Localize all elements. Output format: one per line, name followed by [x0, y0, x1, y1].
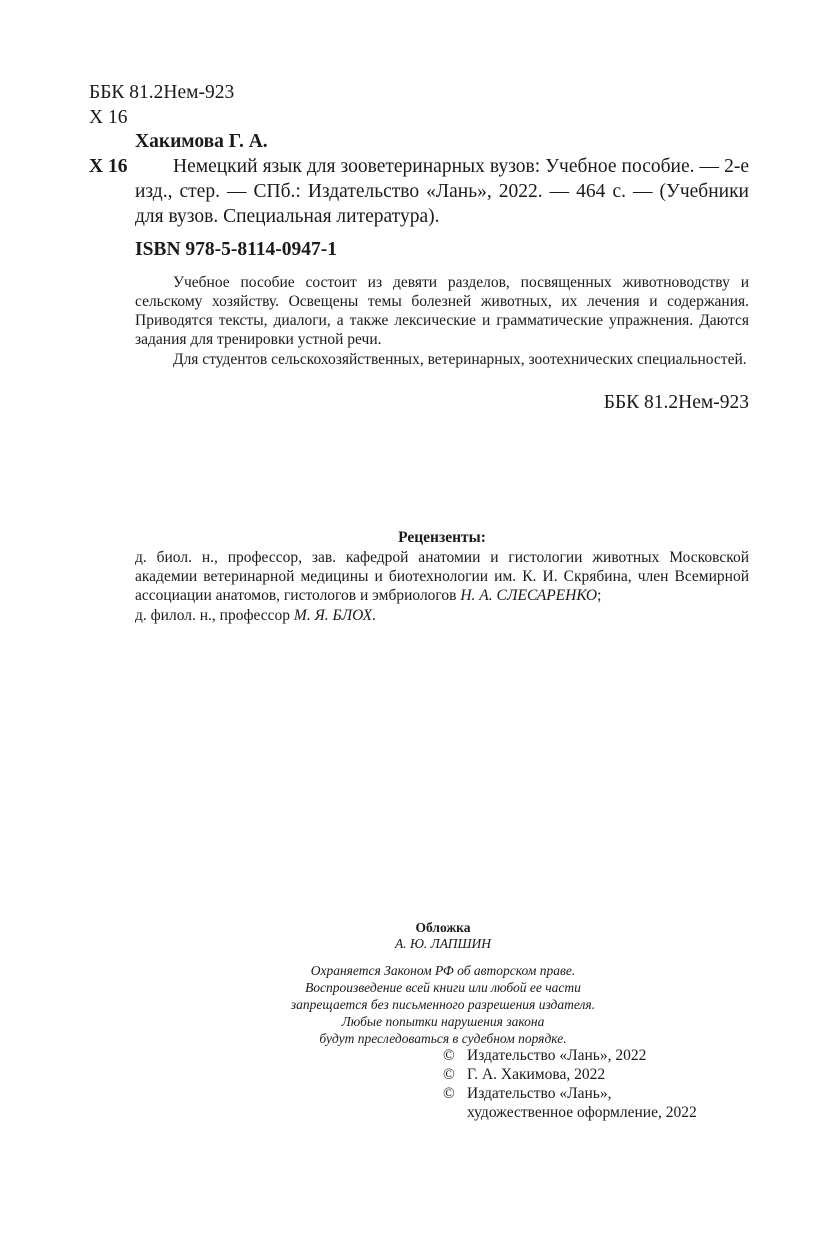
- copyright-symbol: ©: [443, 1066, 455, 1083]
- bbk-code-header: ББК 81.2Нем-923: [89, 82, 235, 103]
- reviewer-2: д. филол. н., профессор М. Я. БЛОХ.: [135, 607, 376, 624]
- copyright-notice-line-4: Любые попытки нарушения закона: [341, 1014, 545, 1029]
- cover-designer: А. Ю. ЛАПШИН: [394, 936, 492, 951]
- abstract-paragraph-1: Учебное пособие состоит из девяти разделов, посвященных животноводству и сельскому хозяйству. Освещены темы болезней животных, их лечения и содержания. Приводятся тексты, диалоги, а также лексические и грамматические упражнения. Даются задания для тренировки устной речи.: [135, 274, 749, 348]
- copyright-item: [443, 1046, 763, 1065]
- reviewer-1-description: д. биол. н., профессор, зав. кафедрой анатомии и гистологии животных Московской академии ветеринарной медицины и биотехнологии им. К. И. Скрябина, член Всемирной ассоциации анатомов, гистологов и эмбриологов: [135, 549, 749, 604]
- bibliographic-description: Немецкий язык для зооветеринарных вузов: Учебное пособие. — 2-е изд., стер. — СПб.: Издательство «Лань», 2022. — 464 с. — (Учебники для вузов. Специальная литература).: [135, 156, 749, 227]
- bbk-code-abstract: ББК 81.2Нем-923: [603, 392, 749, 413]
- copyright-notice-line-2: Воспроизведение всей книги или любой ее части: [305, 980, 581, 995]
- copyright-symbol: ©: [443, 1047, 455, 1064]
- copyright-item-text: Издательство «Лань», 2022: [467, 1047, 647, 1064]
- author-name: Хакимова Г. А.: [135, 131, 268, 152]
- copyright-item: [443, 1084, 763, 1103]
- copyright-item-continuation: художественное оформление, 2022: [467, 1104, 697, 1121]
- copyright-item: [443, 1065, 763, 1084]
- copyright-notice: [243, 962, 643, 1047]
- reviewer-2-name: М. Я. БЛОХ: [293, 607, 373, 624]
- isbn: ISBN 978-5-8114-0947-1: [135, 239, 338, 260]
- copyright-item-text: Издательство «Лань»,: [467, 1085, 612, 1102]
- cover-heading: Обложка: [415, 920, 471, 935]
- reviewer-1-name: Н. А. СЛЕСАРЕНКО: [460, 587, 598, 604]
- copyright-indent: [443, 1103, 467, 1122]
- abstract-paragraph-2: Для студентов сельскохозяйственных, ветеринарных, зоотехнических специальностей.: [173, 351, 747, 368]
- reviewer-1: д. биол. н., профессор, зав. кафедрой анатомии и гистологии животных Московской академии ветеринарной медицины и биотехнологии им. К. И. Скрябина, член Всемирной ассоциации анатомов, гистологов и эмбриологов Н. А. СЛЕСАРЕНКО;: [135, 549, 749, 604]
- copyright-notice-line-3: запрещается без письменного разрешения издателя.: [290, 997, 596, 1012]
- copyright-list: [443, 1046, 763, 1122]
- copyright-item-continuation-row: [443, 1103, 763, 1122]
- copyright-notice-line-5: будут преследоваться в судебном порядке.: [319, 1031, 567, 1046]
- copyright-item-text: Г. А. Хакимова, 2022: [467, 1066, 606, 1083]
- reviewer-2-description: д. филол. н., профессор: [135, 607, 291, 624]
- author-sign-header: Х 16: [89, 107, 128, 128]
- author-sign-entry: Х 16: [89, 156, 128, 177]
- copyright-notice-line-1: Охраняется Законом РФ об авторском праве.: [310, 963, 576, 978]
- reviewers-heading: Рецензенты:: [398, 529, 486, 546]
- copyright-symbol: ©: [443, 1085, 455, 1102]
